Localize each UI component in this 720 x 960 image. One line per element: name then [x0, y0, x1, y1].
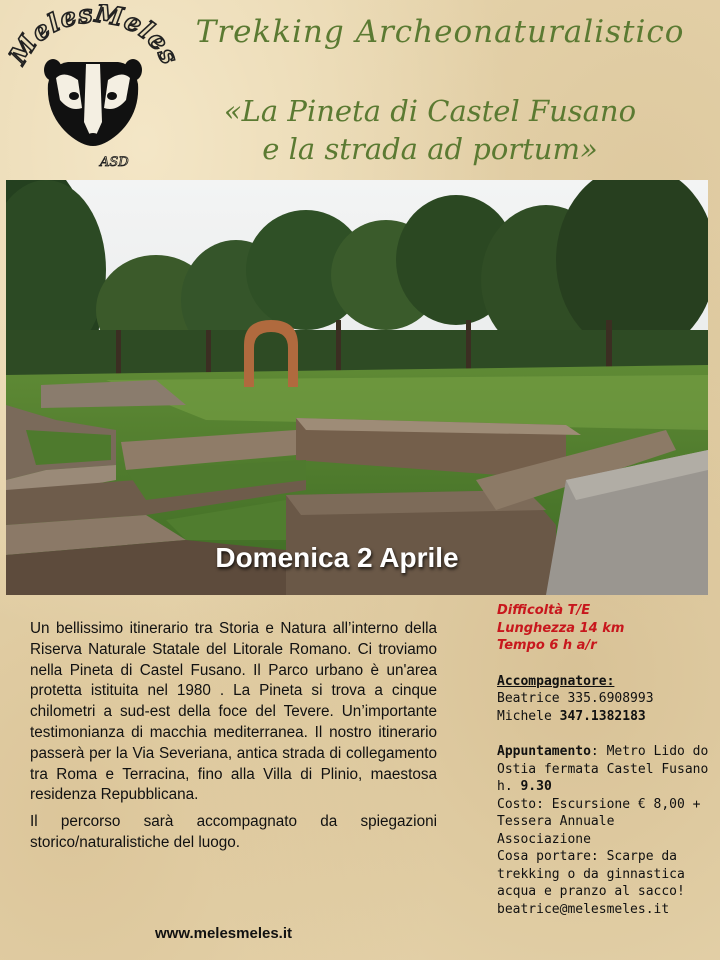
description-paragraph-2: Il percorso sarà accompagnato da spiegazioni storico/naturalistiche del luogo.	[30, 813, 437, 851]
guide-1: Beatrice 335.6908993	[497, 691, 654, 706]
page-title: Trekking Archeonaturalistico	[195, 14, 685, 50]
duration: Tempo 6 h a/r	[497, 638, 597, 653]
event-date: Domenica 2 Aprile	[215, 542, 459, 573]
meeting-time: 9.30	[520, 779, 552, 794]
guide-2-name: Michele	[497, 708, 560, 724]
what-to-bring: Cosa portare: Scarpe da trekking o da ginnastica acqua e pranzo al sacco!	[497, 849, 685, 899]
guide-2	[497, 708, 712, 726]
ruins-photo	[6, 180, 708, 595]
svg-text:MelesMeles	[8, 4, 178, 70]
subtitle-line-2: e la strada ad portum»	[262, 132, 598, 166]
guide-2-phone: 347.1382183	[559, 708, 646, 724]
length: Lunghezza 14 km	[497, 620, 625, 636]
event-subtitle	[170, 92, 690, 168]
difficulty: Difficoltà T/E	[497, 603, 591, 618]
meeting	[497, 743, 712, 796]
description-paragraph-1: Un bellissimo itinerario tra Storia e Natura all’interno della Riserva Naturale Statale del Litorale Romano. Ci troviamo nella Pineta di Castel Fusano. Il Parco urbano è un'area protetta istituita nel 1980 . La Pineta si trova a cinque chilometri a sud-est della foce del Tevere. Un’importante testimonianza di macchia mediterranea. Il nostro itinerario passerà per la Via Severiana, antica strada di collegamento tra Roma e Terracina, fino alla Villa di Plinio, maestosa residenza Repubblicana.	[30, 620, 437, 804]
meeting-label: Appuntamento	[497, 744, 591, 759]
event-description	[30, 619, 437, 860]
cost: Costo: Escursione € 8,00 + Tessera Annuale Associazione	[497, 796, 701, 847]
meeting-text: : Metro Lido do Ostia fermata Castel Fusano h.	[497, 744, 709, 794]
logo-sub: ASD	[100, 155, 129, 170]
contact-email[interactable]: beatrice@melesmeles.it	[497, 901, 670, 917]
event-info	[497, 602, 712, 918]
logo-text: elesMele	[25, 4, 175, 57]
melesmeles-logo	[8, 4, 178, 174]
archaeological-ruins-photo	[6, 180, 708, 595]
guide-label: Accompagnatore:	[497, 673, 615, 689]
website-link[interactable]: www.melesmeles.it	[155, 925, 293, 942]
subtitle-line-1: «La Pineta di Castel Fusano	[223, 94, 637, 128]
